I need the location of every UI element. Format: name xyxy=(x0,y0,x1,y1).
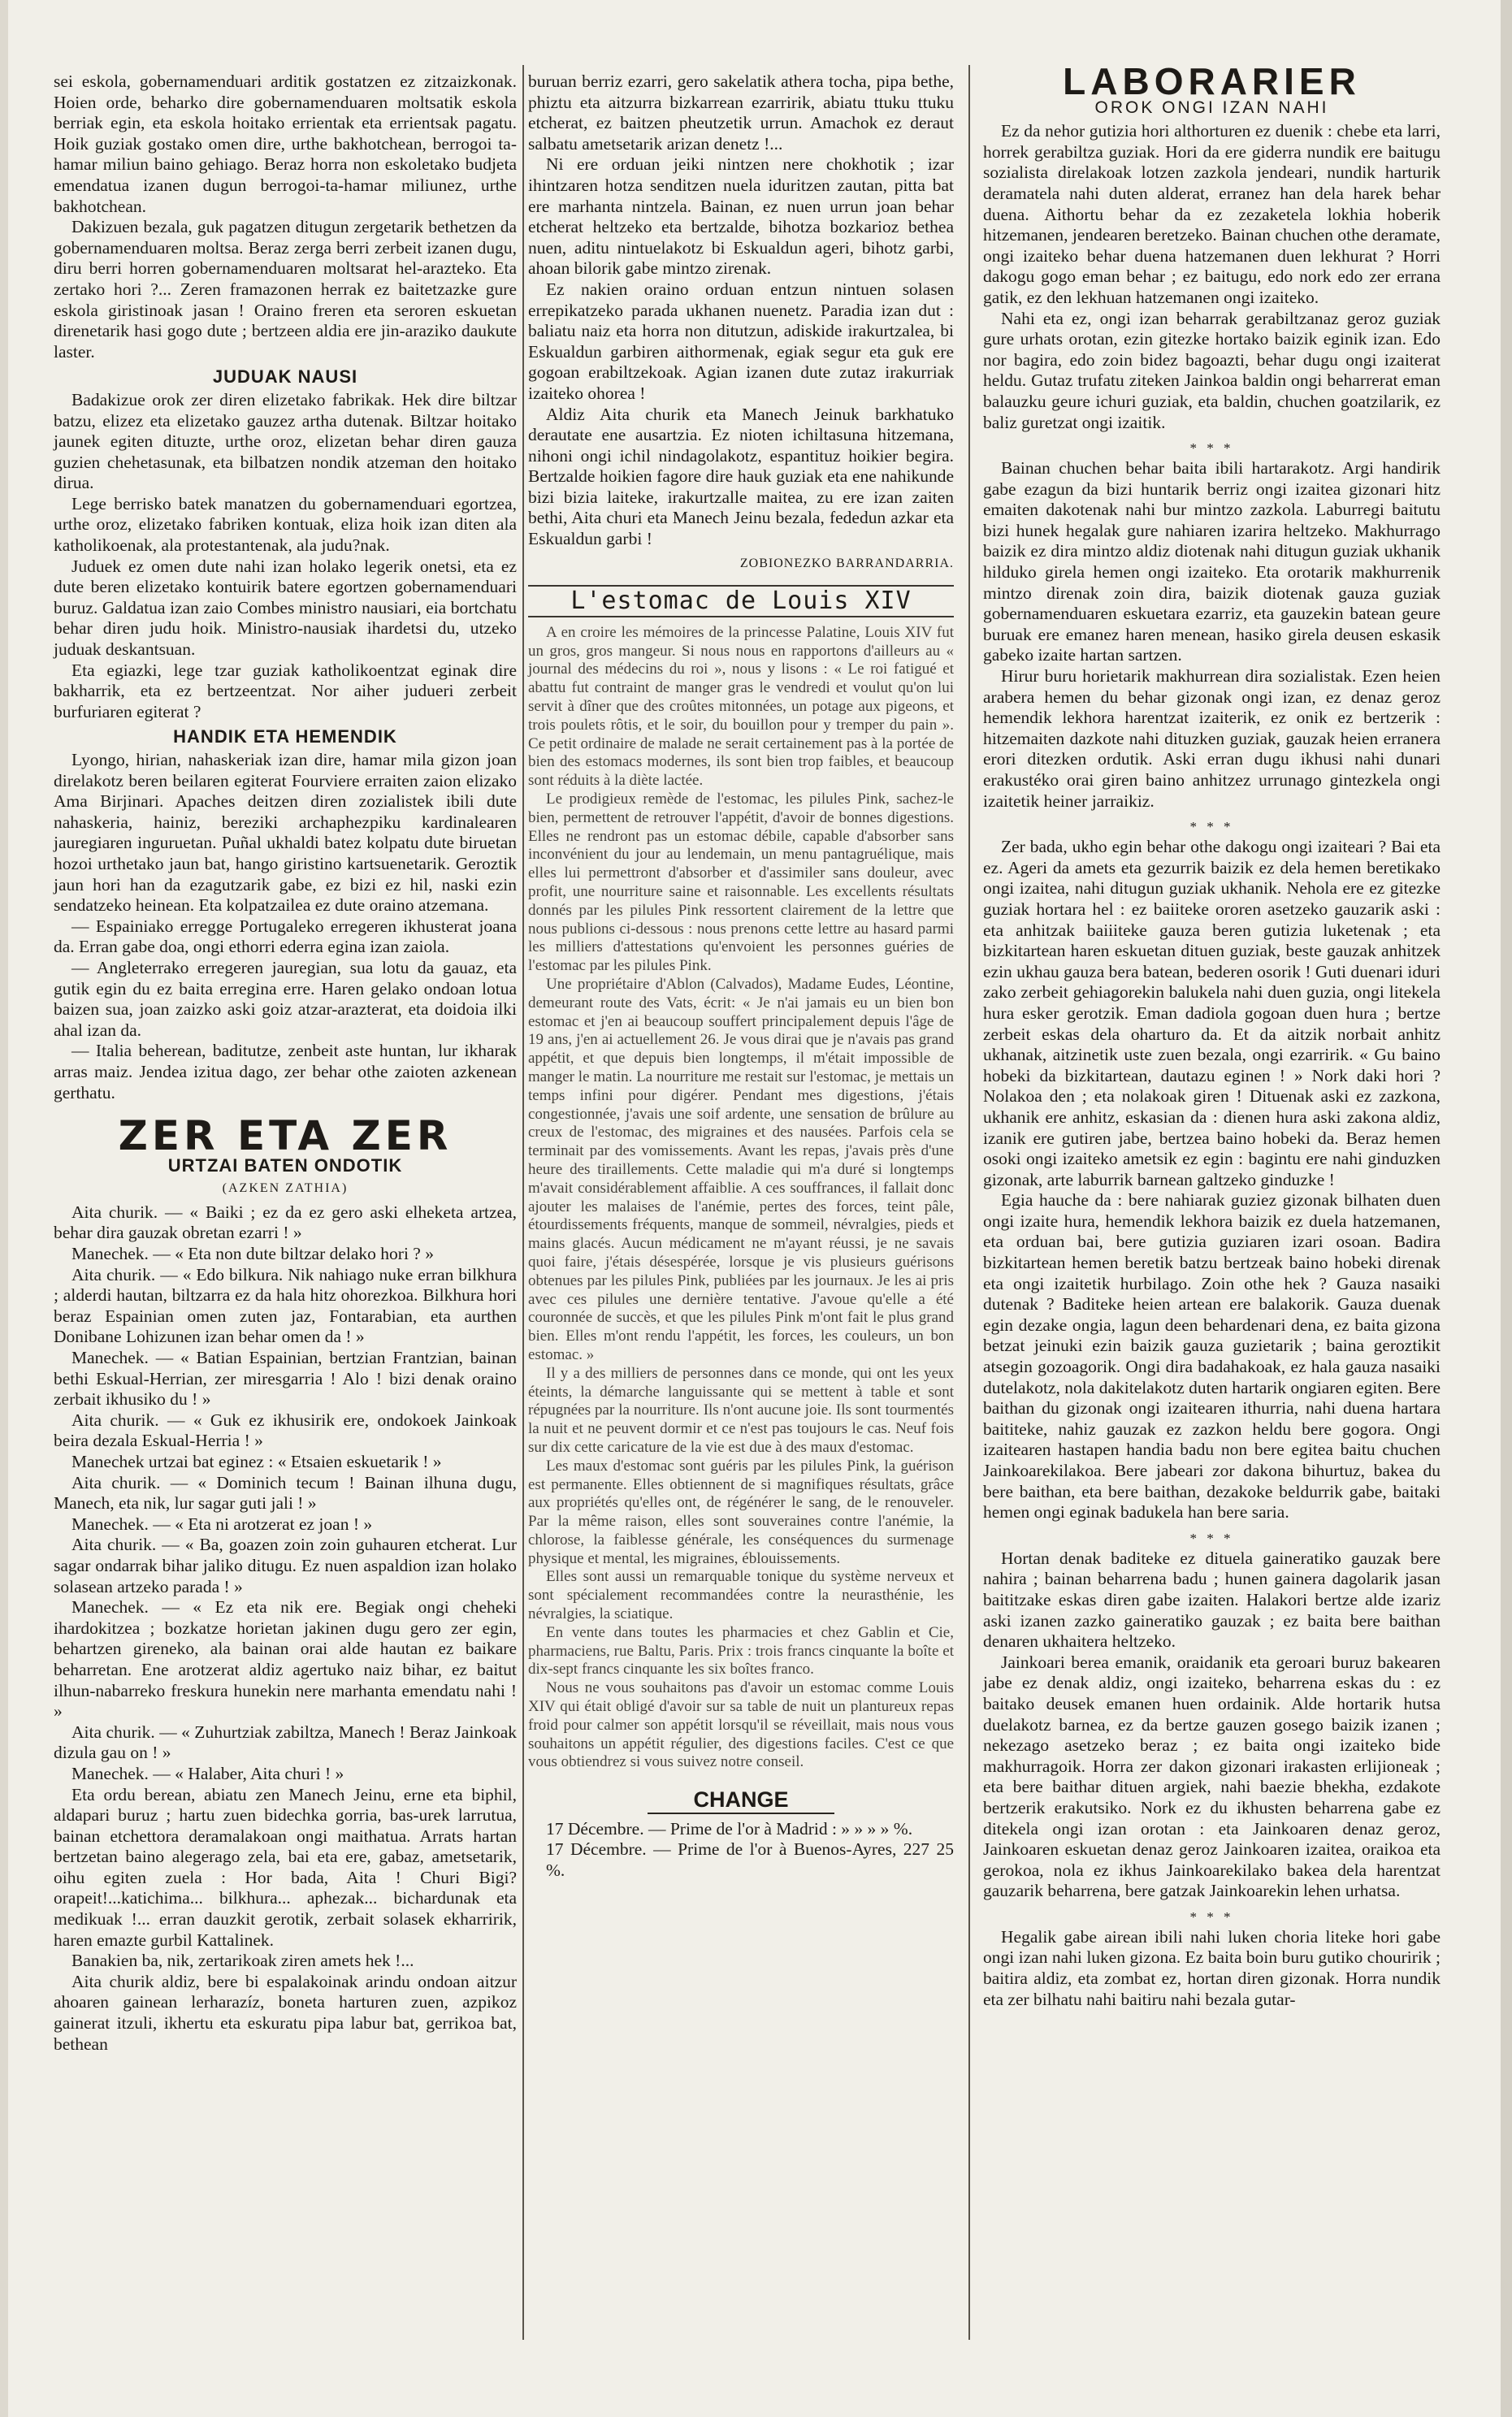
urtzai-heading: URTZAI BATEN ONDOTIK xyxy=(167,1154,403,1176)
article-paragraph: Hortan denak baditeke ez dituela gaineratiko gauzak bere nahira ; bainan beharrena badu ; hunen gainera dagolarik jasan baititzake eskas diren gabe izaiten. Halakori bertze alde izariz aski izanen zazko gaineratiko gauzak ; ez baita bere baithan denaren ukhaitera heltzeko. xyxy=(983,1548,1441,1652)
article-paragraph: Juduek ez omen dute nahi izan holako legerik onetsi, eta ez dute beren elizetako kontuirik batere egortzen gobernamenduari buruz. Galdatua izan zaio Combes ministro nausiari, eia bortchatu behar diren judu hoik. Ministro-nausiak ihardetsi du, utzeko juduak deskantsuan. xyxy=(54,556,517,660)
article-paragraph: Ni ere orduan jeiki nintzen nere chokhotik ; izar ihintzaren hotza senditzen nuela iduritzen zautan, pitta bat ere marhanta nintzela. Bainan, ez nuen urrun joan behar etcherat heltzeko eta bertzalde, bihotza bozkarioz bethea nuen, aditu nintuelakotz bi Eskualdun ageri, bihotz garbi, ahoan bilorik gabe mintzo zirenak. xyxy=(528,154,954,279)
change-underline xyxy=(648,1813,834,1814)
article-paragraph: Lyongo, hirian, nahaskeriak izan dire, hamar mila gizon joan direlakotz beren beilaren egiterat Fourviere erraiten zaion elizako Ama Birjinari. Apaches deitzen diren zozialistek ibili dute nahaskeria, hainiz, bereziki archaphezpiku kardinalearen jauregiaren inguruetan. Puñal ukhaldi batez kolpatu dute biruetan hozoi urthetako jaun bat, hango giristino kartsuenetarik. Geroztik jaun hori han da ezagutzarik gabe, ez bizi ez hil, naski ezin sendatzeko heinean. Eta kolpatzailea ez dute oraino atzemana. xyxy=(54,750,517,916)
dialogue-paragraph: Manechek. — « Halaber, Aita churi ! » xyxy=(71,1763,344,1783)
article-paragraph: Eta egiazki, lege tzar guziak katholikoentzat eginak dire bakharrik, eta ez bertzeentzat. Nor aiher judueri zerbeit burfuriaren egiterat ? xyxy=(54,660,517,721)
article-paragraph: Aldiz Aita churik eta Manech Jeinuk barkhatuko derautate ene ausartzia. Ez nioten ichiltasuna hitzemana, nihoni ongi ichil nindagolakotz, espantituz hoikier begira. Bertzalde hoikien fagore dire hauk guziak eta ene nahikunde bizi bizia laiteke, irakurtzalle maitea, zu ere izan zaiten bethi, Aita churi eta Manech Jeinu bezala, fededun azkar eta Eskualdun garbi ! xyxy=(528,404,954,549)
handik-heading: HANDIK ETA HEMENDIK xyxy=(173,726,397,747)
dialogue-paragraph: Manechek urtzai bat eginez : « Etsaien eskuetarik ! » xyxy=(71,1452,442,1471)
article-paragraph: sei eskola, gobernamenduari arditik gostatzen ez zitzaizkonak. Hoien orde, beharko dire gobernamenduaren moltsatik eskola berriak egin, eta eskola hoitako errientak eta errientsak pagatu. Hoik guziak gostako omen dire, urthe bakhotchean, berrogoi ta-hamar miliun baino gehiago. Beraz horra non eskoletako budjeta emendatua izanen dugun berrogoi-ta-hamar miliunez, urthe bakhotchean. xyxy=(54,71,517,216)
dialogue-paragraph: Aita churik aldiz, bere bi espalakoinak arindu ondoan aitzur ahoaren gainean lerharazíz, boneta harturen zuen, azpikoz gainerat itzuli, ikhertu eta eskuratu pipa labur bat, gerrikoa bat, bethean xyxy=(54,1971,517,2054)
article-paragraph: Egia hauche da : bere nahiarak guziez gizonak bilhaten duen ongi izaite hura, hemendik lekhora baizik ez duela hatzemanen, eta orduan bai, bere gutizia guziaren izari osoan. Badira bizkitartean hemen beretik batzu bertzeak baino hobeki direnak eta ongi izaitetik hurbilago. Zoin othe hek ? Gauza nasaiki dutenak ? Baditeke heien artean ere balakorik. Gauza duenak egin dezake ongia, lagun deen behardenari dena, ez baita gizona betzat jeinuki ezin baizik gauza guzietarik ; baina geroztikit atsegin gozoagorik. Ongi dira badahakoak, ez hala gauza nasaiki dutelakotz, nola dakitelakotz duten hartarik ongiaren egiten. Bere baithan du gizonak ongi izaitearen ithurria, nahi duena hartara baititeke, nahiz gauzak ez zazkon heldu bere gogora. Ongi izaitearen hastapen handia badu non bere egitea baitu chuchen Jainkoarekilakoa. Bere jabeari zor dakona bihurtuz, bakea du bere baithan, eta bere baithan, dezakoke beldurrik gabe, baitaki hemen ongi eginak badukela han bere saria. xyxy=(983,1190,1441,1523)
article-paragraph: Zer bada, ukho egin behar othe dakogu ongi izaiteari ? Bai eta ez. Ageri da amets eta gezurrik baizik ez dela hemen beretikako ongi izaitea, nahi ditugun guziak ukhanik. Nehola ere ez gitezke guziak hortara hel : ez baiiteke ororen asetzeko gauzarik aski : eta anhitzak baiiiteke gauza beren gutizia luketenak ; eta bizkitartean haren eskuetan dituen guziak, beste gauzak anhitzek ezin ukhau gauza bera batean, bederen osorik ! Guti duenari iduri zako zerbeit gehiagorekin balukela nahi duen guzia, ongi litekela hura esker gerotzik. Eman dadiola gogoan duen hura ; bertze zerbeit eskas dela oharturo da. Et da aitzik norbait anhitz ukhanak, aitzinetik uste zuen bezala, ongi ezarririk. « Gu baino hobeki da bizkitartean, dautazu eginen ! » Nork daki hori ? Nolakoa den ; eta nolakoak giren ! Dituenak aski ez zazkona, ukhanik ere anhitz, eskasian da : dienen hura aski zakona aldiz, izanik ere gutiren jabe, bertzea baino hobeki da. Beraz hemen osoki ongi izaiteko ametsik ez egin : bagintu ere nahi ginduzken gizonak, arte laburrik barnean galtzeko ginduzke ! xyxy=(983,837,1441,1189)
article-paragraph: Lege berrisko batek manatzen du gobernamenduari egortzea, urthe oroz, elizetako fabriken kontuak, eliza hoik izan diten ala katholikoenak, ala protestantenak, ala judu?nak. xyxy=(54,493,517,556)
article-paragraph: — Italia beherean, baditutze, zenbeit aste huntan, lur ikharak arras maiz. Jendea izitua dago, zer behar othe zaioten azkenean gerthatu. xyxy=(54,1041,517,1102)
section-separator-stars: * * * xyxy=(1189,1908,1234,1925)
article-paragraph: Nahi eta ez, ongi izan beharrak gerabiltzanaz geroz guziak gure urhats orotan, ezin gitezke hortako baizik eginik izan. Edo nor bagira, edo zoin bidez bagoazti, behar dugu ongi izaiterat heldu. Gutaz trufatu ziteken Jainkoa baldin ongi beharrerat eman balauzku geure ichuri guziak, eta baldin, chuchen goatzilarik, ez baliz guretzat ongi izaitik. xyxy=(983,308,1441,432)
column-middle xyxy=(528,71,954,1882)
dialogue-paragraph: Aita churik. — « Guk ez ikhusirik ere, ondokoek Jainkoak beira dezala Eskual-Herria ! » xyxy=(54,1410,517,1451)
dialogue-paragraph: Aita churik. — « Zuhurtziak zabiltza, Manech ! Beraz Jainkoak dizula gau on ! » xyxy=(54,1722,517,1763)
column-rule xyxy=(522,65,524,2340)
dialogue-paragraph: Aita churik. — « Baiki ; ez da ez gero aski elheketa artzea, behar dira gauzak obretan ezarri ! » xyxy=(54,1202,517,1243)
ad-paragraph: Le prodigieux remède de l'estomac, les pilules Pink, sachez-le bien, permettent de retrouver l'appétit, d'avoir de bonnes digestions. Elles ne rendront pas un estomac débile, capable d'absorber sans inconvénient du jour au lendemain, un menu pantagruélique, mais elles lui permettront d'absorber et d'assimiler sans douleur, avec profit, une nourriture saine et raisonnable. Les excellents résultats donnés par les pilules Pink ressortent clairement de la lettre que nous publions ci-dessous : nous prenons cette lettre au hasard parmi les milliers d'attestations qu'envoient les personnes guéries de l'estomac par les pilules Pink. xyxy=(528,791,954,975)
column-left xyxy=(54,71,517,2055)
article-paragraph: Dakizuen bezala, guk pagatzen ditugun zergetarik bethetzen da gobernamenduaren moltsa. Beraz zerga berri zerbeit izanen dugu, diru berri horren gobernamenduaren moltsarat hel-arazteko. Eta zertako hori ?... Zeren framazonen herrak ez baitetzazke gure eskola giristinoak jasan ! Oraino freren eta seroren eskuetan direnetarik hasi gogo dute ; bertzeen aldia ere jin-araziko daukute laster. xyxy=(54,217,517,362)
article-paragraph: — Espainiako erregge Portugaleko erregeren ikhusterat joana da. Erran gabe doa, ongi ethorri ederra egina izan zaiola. xyxy=(54,916,517,957)
column-right xyxy=(983,60,1441,2010)
author-signature: ZOBIONEZKO BARRANDARRIA. xyxy=(739,556,954,570)
estomac-title: L'estomac de Louis XIV xyxy=(570,587,912,616)
ad-paragraph: En vente dans toutes les pharmacies et chez Gablin et Cie, pharmaciens, rue Baltu, Paris. Prix : trois francs cinquante la boîte et dix-sept francs cinquante les six boîtes franco. xyxy=(528,1623,954,1678)
ad-paragraph: Elles sont aussi un remarquable tonique du système nerveux et sont spécialement recommandées contre la neurasthénie, les névralgies, la sciatique. xyxy=(528,1568,954,1623)
dialogue-paragraph: Aita churik. — « Edo bilkura. Nik nahiago nuke erran bilkhura ; alderdi hautan, biltzarra ez da hala hitz ohorezkoa. Bilkhura hori beraz Espainian omen zuten jaz, Fontarabian, eta aurthen Donibane Lohizunen izan behar omen da ! » xyxy=(54,1264,517,1347)
change-line: 17 Décembre. — Prime de l'or à Buenos-Ayres, 227 25 %. xyxy=(546,1839,954,1881)
section-separator-stars: * * * xyxy=(1189,819,1234,835)
dialogue-paragraph: Manechek. — « Eta non dute biltzar delako hori ? » xyxy=(71,1244,434,1264)
section-separator-stars: * * * xyxy=(1189,440,1234,457)
dialogue-paragraph: Eta ordu berean, abiatu zen Manech Jeinu, erne eta biphil, aldapari buruz ; hartu zuen bidechka gorria, bas-urek larrutua, bainan etchettora deramalakoan ongi maithatua. Arrats hartan bertzetan baino alegerago zela, bai eta ere, gabaz, ametsetarik, oihu egiten zuela : Hor bada, Aita ! Churi Bigi?orapeit!...katichima... bilkhura... aphezak... bichardunak eta medikuak !... erran dauzkit gerotik, zerbait solasek ekharririk, haren emazte gurbil Kattalinek. xyxy=(54,1784,517,1950)
article-paragraph: Bainan chuchen behar baita ibili hartarakotz. Argi handirik gabe ezagun da bizi huntarik berriz ongi izaitea gizonari hitz emaiten dakotenak nahi bur mintzo zazkola. Laburregi baitutu bizi hunek hegalak gure nahiaren izarira heltzeko. Makhurrago baizik ez dira mintzo aldiz diotenak nahi ditugun guziak ukhanik hilduko girela hemen ongi izaiteko. Eta orotarik makhurrenik mintzo direnak zoin dira, baizik diotenak gauza guziak gobernamenduaren eskuetara ezarriz, eta gauzekin batean geure buruak ere emanez haren menean, hasiko girela deusen eskasik gabeko izaite hartan sartzen. xyxy=(983,458,1441,665)
article-paragraph: — Angleterrako erregeren jauregian, sua lotu da gauaz, eta gutik egin du ez baita erregina erre. Haren gelako ondoan lotua baizen sua, joan zaizko aski goiz atzar-arazterat, eta doidoia ilki ahal izan da. xyxy=(54,957,517,1040)
ad-paragraph: Les maux d'estomac sont guéris par les pilules Pink, la guérison est permanente. Elles obtiennent de si magnifiques résultats, grâce aux propriétés qu'elles ont, de régénérer le sang, de le renouveler. Par la même raison, elles sont souveraines contre l'anémie, la chlorose, la faiblesse générale, les conséquences du surmenage physique et mental, les migraines, éblouissements. xyxy=(528,1457,954,1567)
section-separator-stars: * * * xyxy=(1189,1530,1234,1546)
ad-paragraph: Nous ne vous souhaitons pas d'avoir un estomac comme Louis XIV qui était obligé d'avoir sur sa table de nuit un plantureux repas froid pour calmer son appétit lorsqu'il se réveillait, mais nous vous souhaitons un appétit régulier, des digestions faciles. C'est ce que vous obtiendrez si vous suivez notre conseil. xyxy=(528,1679,954,1771)
ad-paragraph: A en croire les mémoires de la princesse Palatine, Louis XIV fut un gros, gros mangeur. Si nous nous en rapportons d'ailleurs au « journal des médecins du roi », nous y lisons : « Le roi fatigué et abattu fut contraint de manger gras le vendredi et voulut qu'on lui servit à dîner que des croûtes mitonnées, un potage aux pigeons, et trois poulets rôtis, et le soir, du bouillon pour y tremper du pain ». Ce petit ordinaire de malade ne serait certainement pas à la portée de bien des estomacs modernes, ils sont bien trop faibles, et beaucoup sont réduits à la diète lactée. xyxy=(528,623,954,790)
dialogue-paragraph: Banakien ba, nik, zertarikoak ziren amets hek !... xyxy=(71,1951,414,1971)
ad-paragraph: Il y a des milliers de personnes dans ce monde, qui ont les yeux éteints, la démarche languissante qui se mettent à table et sont répugnées par la nourriture. Ils n'ont aucune joie. Ils sont tourmentés la nuit et ne peuvent dormir et ce n'est pas toujours le cas. Neuf fois sur dix cette caricature de la vie est due à des maux d'estomac. xyxy=(528,1364,954,1456)
estomac-article xyxy=(528,624,954,1772)
article-paragraph: Hegalik gabe airean ibili nahi luken choria liteke hori gabe ongi izan nahi luken gizona. Ez baita boin buru gutiko chouririk ; baitira aldiz, eta zombat ez, hortan diren gizonak. Horra nundik eta zer bilhatu nahi baitiru nahi bezala gutar- xyxy=(983,1926,1441,2009)
page-edge-left xyxy=(0,0,8,2417)
page-edge-right xyxy=(1501,0,1512,2417)
dialogue-paragraph: Manechek. — « Batian Espainian, bertzian Frantzian, bainan bethi Eskual-Herrian, zer miresgarria ! Alo ! bizi denak oraino zerbait ikhusiko du ! » xyxy=(54,1348,517,1410)
urtzai-subnote: (AZKEN ZATHIA) xyxy=(222,1181,349,1196)
article-paragraph: Ez nakien oraino orduan entzun nintuen solasen errepikatzeko parada ukhanen nuenetz. Paradia izan dut : baliatu naiz eta horra non ditutzun, adiskide irakurtzalea, bi Eskualdun garbiren aithormenak, egiak segur eta guk ere gogoan erabiltzekoak. Agian izanen dute zutaz irakurriak izaiteko ohorea ! xyxy=(528,279,954,403)
article-paragraph: Hirur buru horietarik makhurrean dira sozialistak. Ezen heien arabera hemen du behar gizonak ongi izan, ez denaz geroz hemendik lekhora harentzat izaiterik, ez onik ez bertzerik : hitzemaiten dazkote nahi dituzken guziak, gauzak heien erranera erori ditezken ordutik. Aski erran dugu ikhusi nahi dunari erakustéko orai giren baino anhitzez urrunago gintezkela ongi izaitetik heiner jarraikiz. xyxy=(983,666,1441,811)
column-rule xyxy=(968,65,970,2340)
laborarier-subtitle: OROK ONGI IZAN NAHI xyxy=(1094,97,1329,117)
juduak-heading: JUDUAK NAUSI xyxy=(212,366,358,388)
article-paragraph: Jainkoari berea emanik, oraidanik eta geroari buruz bakearen jabe ez denak aldiz, ongi izaiteko, beharrena eskas du : ez baitako deusek emanen huen ordainik. Alde hortarik hutsa duelakotz barnea, ez da bertze gauzen gosego baizik izanen ; nekezago asetzeko beraz ; ez baita ongi izaiteko bide makhurragoik. Horra zer dakon gizonari irakasten erlijioneak ; eta bere baithar dituen argiek, nahi baezie bhekha, ezdakote bertzerik erakutsiko. Nork ez du ikhusten beharrena gabe ez ditekela ongi izan orotan : eta Jainkoaren denaz geroz, Jainkoaren eskuetan denaz geroz Jainkoaren izaitea, oraikoa eta gerokoa, nola ez ikhus Jainkoarekilako bakea dela harentzat gauzarik beharrena, bere gatzak Jainkoarekin lehen urhatsa. xyxy=(983,1652,1441,1901)
article-paragraph: Ez da nehor gutizia hori althorturen ez duenik : chebe eta larri, horrek gerabiltza guziak. Hori da ere giderra nundik ere baitugu sozialista direlakoak lotzen zazkola jendeari, nundik harturik deramatela nahi duten alderat, erranez han dela harek behar duena. Aithortu behar da ez zezaketela lokhia hoberik hitzemanen, jendearen beretzeko. Bainan chuchen othe deramate, ongi izaiteko behar duena hatzemanen duen lekhurat ? Horri dakogu gogo eman behar ; ez baitugu, edo nork edo zer errana gatik, ez den lekhuan hatzemanen ongi izaiteko. xyxy=(983,121,1441,307)
article-paragraph: Badakizue orok zer diren elizetako fabrikak. Hek dire biltzar batzu, elizez eta elizetako gauzez artha dutenak. Biltzar hoitako jaunek egiten dituzte, urthe oroz, elizetan behar diren gauza guzien chehetasunak, eta bilbatzen nondik atzeman den hoitako dirua. xyxy=(54,389,517,493)
dialogue-paragraph: Manechek. — « Ez eta nik ere. Begiak ongi cheheki ihardokitzea ; bozkatze horietan jakinen dugu gero zer egin, behartzen gireneko, ala bainan orai alde hautan ez baikare beharretan. Ene arotzerat aldiz agertuko naiz bihar, ez baitut ilhun-nabarreko freskura hunekin nere marhanta emendatu nahi ! » xyxy=(54,1597,517,1722)
article-paragraph: buruan berriz ezarri, gero sakelatik athera tocha, pipa bethe, phiztu eta aitzurra bizkarrean ezarririk, abiatu ttuku ttuku etcherat, ez baitzen pheutzetik urrun. Amachok ez deraut salbatu ametsetarik arizan denetz !... xyxy=(528,71,954,154)
dialogue-paragraph: Aita churik. — « Dominich tecum ! Bainan ilhuna dugu, Manech, eta nik, lur sagar guti jali ! » xyxy=(54,1472,517,1514)
estomac-title-box xyxy=(528,585,954,617)
change-line: 17 Décembre. — Prime de l'or à Madrid : » » » » %. xyxy=(546,1818,913,1839)
laborarier-title: LABORARIER xyxy=(1063,60,1361,102)
dialogue-paragraph: Aita churik. — « Ba, goazen zoin zoin guhauren etcherat. Lur sagar ondarrak bihar jaliko ditugu. Ez nuen aspaldion izan holako solasean artzeko parada ! » xyxy=(54,1535,517,1596)
change-heading: CHANGE xyxy=(693,1787,789,1813)
ad-paragraph: Une propriétaire d'Ablon (Calvados), Madame Eudes, Léontine, demeurant route des Vats, écrit: « Je n'ai jamais eu un bien bon estomac et j'en ai beaucoup souffert principalement depuis l'âge de 19 ans, j'en ai actuellement 26. Je vous dirai que je n'avais pas grand appétit, et que depuis bien longtemps, il m'était impossible de manger le matin. La nourriture me restait sur l'estomac, je mettais un temps infini pour digérer. Pendant mes digestions, j'étais congestionnée, j'avais une soif ardente, une sensation de brûlure au creux de l'estomac, des migraines et des nausées. Parfois cela se terminait par des vomissements. Avant les repas, j'avais près d'une heure des tiraillements. Cette maladie qui m'a duré si longtemps m'avait considérablement affaiblie. A ces souffrances, il fallait donc ajouter les malaises de l'anémie, pertes des forces, teint pâle, étourdissements fréquents, manque de sommeil, névralgies, pieds et mains glacés. Aucun médicament ne m'ayant réussi, je ne savais quoi faire, j'étais désespérée, lorsque je vis plusieurs guérisons obtenues par les pilules Pink, publiées par les journaux. Je les ai pris avec ces pilules une dernière tentative. J'avoue qu'elle a été couronnée de succès, et que les pilules Pink m'ont fait le plus grand bien. Elles m'ont rendu l'appétit, les forces, les couleurs, un bon estomac. » xyxy=(528,975,954,1363)
dialogue-paragraph: Manechek. — « Eta ni arotzerat ez joan ! » xyxy=(71,1514,373,1534)
zer-eta-zer-title: ZER ETA ZER xyxy=(118,1112,453,1160)
